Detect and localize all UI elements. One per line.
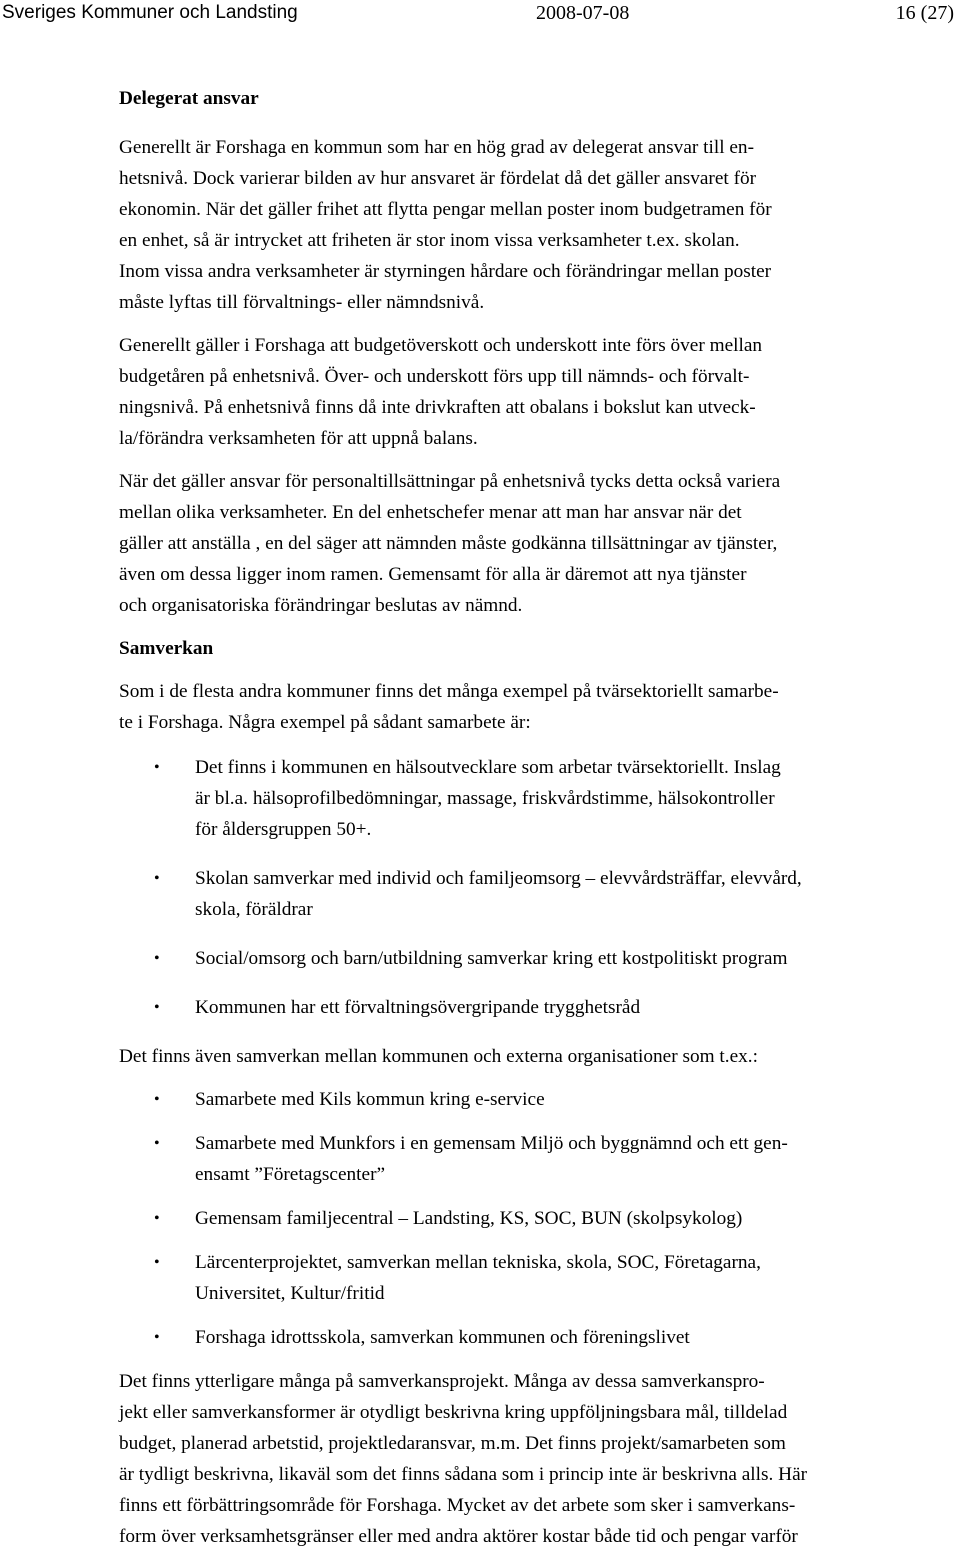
external-cooperation-list: [119, 1084, 919, 1353]
text-line: te i Forshaga. Några exempel på sådant samarbete är:: [119, 712, 531, 733]
bullet-icon: •: [154, 999, 160, 1016]
list-item: [119, 752, 919, 845]
bullet-icon: •: [154, 1329, 160, 1346]
text-line: mellan olika verksamheter. En del enhetschefer menar att man har ansvar när det: [119, 502, 742, 523]
list-item-line: Forshaga idrottsskola, samverkan kommunen och föreningslivet: [195, 1327, 690, 1348]
text-line: även om dessa ligger inom ramen. Gemensamt för alla är däremot att nya tjänster: [119, 564, 747, 585]
list-item-line: är bl.a. hälsoprofilbedömningar, massage, friskvårdstimme, hälsokontroller: [195, 788, 775, 809]
text-line: hetsnivå. Dock varierar bilden av hur ansvaret är fördelat då det gäller ansvaret för: [119, 168, 757, 189]
heading-samverkan: Samverkan: [119, 638, 214, 659]
text-line: Det finns ytterligare många på samverkansprojekt. Många av dessa samverkanspro-: [119, 1371, 765, 1392]
list-item: [119, 1322, 919, 1353]
list-item-line: Samarbete med Munkfors i en gemensam Miljö och byggnämnd och ett gen-: [195, 1133, 788, 1154]
header-date: 2008-07-08: [536, 2, 630, 24]
text-line: budgetåren på enhetsnivå. Över- och underskott förs upp till nämnds- och förvalt-: [119, 366, 750, 387]
page-header: [0, 0, 960, 28]
text-line: Generellt gäller i Forshaga att budgetöverskott och underskott inte förs över mellan: [119, 335, 763, 356]
bullet-icon: •: [154, 759, 160, 776]
text-line: ekonomin. När det gäller frihet att flytta pengar mellan poster inom budgetramen för: [119, 199, 772, 220]
bullet-icon: •: [154, 1091, 160, 1108]
list-item: [119, 1247, 919, 1309]
header-page-number: 16 (27): [895, 2, 954, 24]
bullet-icon: •: [154, 1135, 160, 1152]
text-line: la/förändra verksamheten för att uppnå balans.: [119, 428, 478, 449]
heading-delegerat-ansvar: Delegerat ansvar: [119, 88, 259, 109]
text-line: en enhet, så är intrycket att friheten är stor inom vissa verksamheter t.ex. skolan.: [119, 230, 740, 251]
list-item: [119, 1128, 919, 1190]
list-item-line: Universitet, Kultur/fritid: [195, 1283, 385, 1304]
text-line: ningsnivå. På enhetsnivå finns då inte drivkraften att obalans i bokslut kan utveck-: [119, 397, 756, 418]
text-line: finns ett förbättringsområde för Forshaga. Mycket av det arbete som sker i samverkans-: [119, 1495, 796, 1516]
document-body: [119, 83, 919, 1552]
header-org: Sveriges Kommuner och Landsting: [2, 2, 298, 23]
text-line: Generellt är Forshaga en kommun som har en hög grad av delegerat ansvar till en-: [119, 137, 754, 158]
bullet-icon: •: [154, 870, 160, 887]
list-item-line: Det finns i kommunen en hälsoutvecklare som arbetar tvärsektoriellt. Inslag: [195, 757, 781, 778]
text-line: När det gäller ansvar för personaltillsättningar på enhetsnivå tycks detta också variera: [119, 471, 781, 492]
paragraph-1: [119, 132, 919, 318]
bullet-icon: •: [154, 1254, 160, 1271]
list-item-line: skola, föräldrar: [195, 899, 313, 920]
list-item: [119, 1203, 919, 1234]
list-item: [119, 992, 919, 1023]
list-item-line: Kommunen har ett förvaltningsövergripande trygghetsråd: [195, 997, 641, 1018]
text-line: Som i de flesta andra kommuner finns det många exempel på tvärsektoriellt samarbe-: [119, 681, 779, 702]
text-line: form över verksamhetsgränser eller med andra aktörer kostar både tid och pengar varför: [119, 1526, 798, 1547]
text-line: är tydligt beskrivna, likaväl som det finns sådana som i princip inte är beskrivna alls. Här: [119, 1464, 808, 1485]
list-item-line: för åldersgruppen 50+.: [195, 819, 372, 840]
paragraph-external: Det finns även samverkan mellan kommunen och externa organisationer som t.ex.:: [119, 1046, 758, 1067]
list-item-line: Social/omsorg och barn/utbildning samverkar kring ett kostpolitiskt program: [195, 948, 788, 969]
list-item-line: ensamt ”Företagscenter”: [195, 1164, 386, 1185]
paragraph-3: [119, 466, 919, 621]
text-line: Inom vissa andra verksamheter är styrningen hårdare och förändringar mellan poster: [119, 261, 772, 282]
text-line: budget, planerad arbetstid, projektledaransvar, m.m. Det finns projekt/samarbeten som: [119, 1433, 786, 1454]
paragraph-intro: [119, 676, 919, 738]
list-item: [119, 943, 919, 974]
text-line: gäller att anställa , en del säger att nämnden måste godkänna tillsättningar av tjänster,: [119, 533, 778, 554]
text-line: måste lyftas till förvaltnings- eller nämndsnivå.: [119, 292, 485, 313]
list-item-line: Lärcenterprojektet, samverkan mellan tekniska, skola, SOC, Företagarna,: [195, 1252, 761, 1273]
bullet-icon: •: [154, 1210, 160, 1227]
text-line: och organisatoriska förändringar beslutas av nämnd.: [119, 595, 523, 616]
list-item-line: Samarbete med Kils kommun kring e-service: [195, 1089, 545, 1110]
paragraph-2: [119, 330, 919, 454]
list-item: [119, 863, 919, 925]
bullet-icon: •: [154, 950, 160, 967]
list-item-line: Skolan samverkar med individ och familjeomsorg – elevvårdsträffar, elevvård,: [195, 868, 802, 889]
text-line: jekt eller samverkansformer är otydligt beskrivna kring uppföljningsbara mål, tilldelad: [119, 1402, 788, 1423]
list-item-line: Gemensam familjecentral – Landsting, KS, SOC, BUN (skolpsykolog): [195, 1208, 743, 1229]
paragraph-outro: [119, 1366, 919, 1552]
list-item: [119, 1084, 919, 1115]
internal-cooperation-list: [119, 752, 919, 1023]
